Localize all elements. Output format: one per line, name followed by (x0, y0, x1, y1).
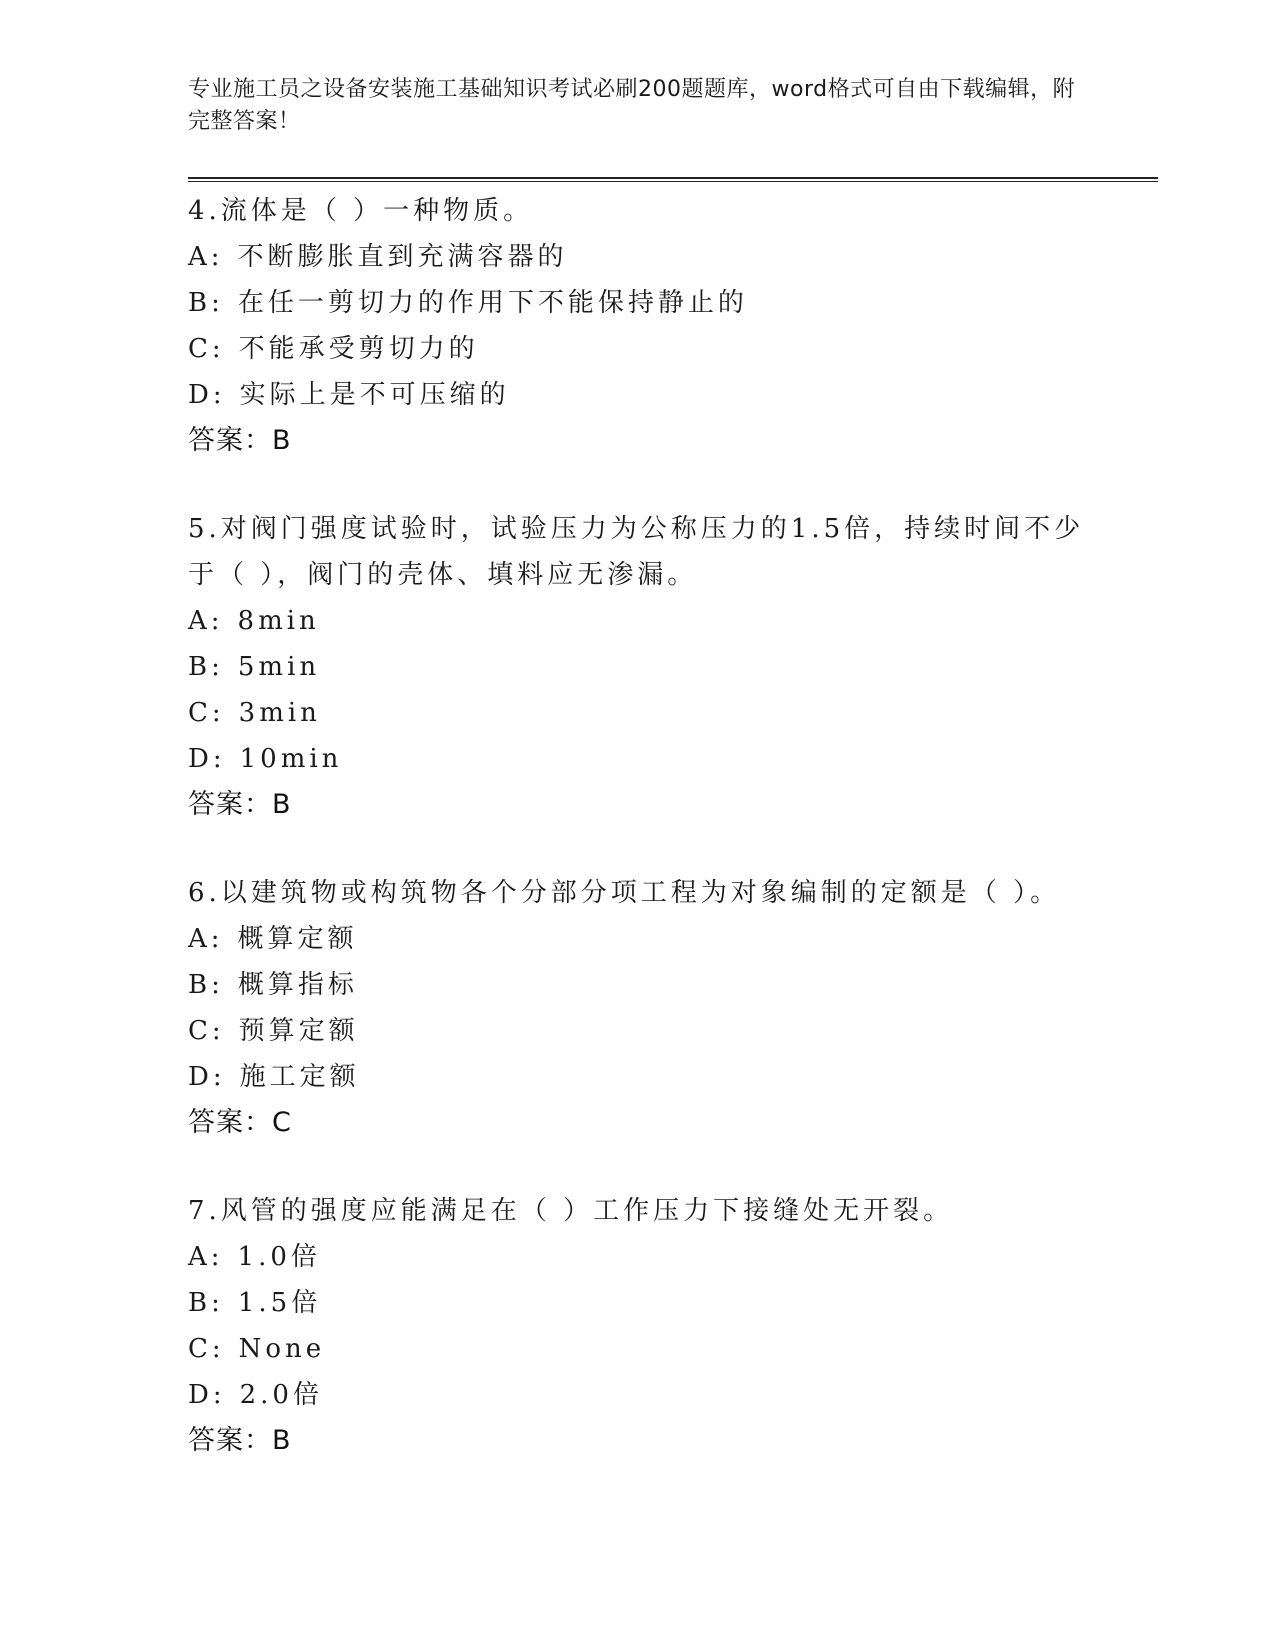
question-stem: 5.对阀门强度试验时，试验压力为公称压力的1.5倍，持续时间不少于（ ），阀门的壳体、填料应无渗漏。 (188, 514, 1085, 590)
question-6 (188, 870, 1088, 1146)
option-c (188, 1326, 1088, 1372)
answer-line: 答案：C (188, 1107, 292, 1138)
option-text: 5min (237, 652, 321, 682)
option-letter: C: (188, 1016, 225, 1046)
option-letter: C: (188, 1334, 225, 1364)
option-b (188, 962, 1088, 1008)
answer-line: 答案：B (188, 425, 292, 456)
option-a (188, 1234, 1088, 1280)
option-letter: B: (188, 288, 224, 318)
option-letter: D: (188, 1062, 226, 1092)
option-text: 3min (238, 698, 321, 728)
option-letter: B: (188, 970, 224, 1000)
question-5 (188, 506, 1088, 828)
option-d (188, 372, 1088, 418)
option-letter: D: (188, 1380, 226, 1410)
question-stem: 4.流体是（ ）一种物质。 (188, 196, 534, 226)
option-letter: D: (188, 744, 226, 774)
header-divider (188, 177, 1158, 182)
question-7 (188, 1188, 1088, 1464)
option-d (188, 736, 1088, 782)
option-letter: C: (188, 334, 225, 364)
option-letter: A: (188, 606, 224, 636)
question-stem: 7.风管的强度应能满足在（ ）工作压力下接缝处无开裂。 (188, 1196, 954, 1226)
option-letter: B: (188, 1288, 224, 1318)
option-a (188, 598, 1088, 644)
option-text: 不能承受剪切力的 (238, 334, 479, 364)
option-c (188, 326, 1088, 372)
option-a (188, 916, 1088, 962)
question-stem: 6.以建筑物或构筑物各个分部分项工程为对象编制的定额是（ ）。 (188, 878, 1061, 908)
option-a (188, 234, 1088, 280)
answer-line: 答案：B (188, 789, 292, 820)
option-text: 概算定额 (237, 924, 358, 954)
option-letter: A: (188, 924, 224, 954)
document-header: 专业施工员之设备安装施工基础知识考试必刷200题题库，word格式可自由下载编辑，附完整答案！ (188, 77, 1076, 134)
option-text: 不断膨胀直到充满容器的 (237, 242, 568, 272)
option-text: 施工定额 (239, 1062, 360, 1092)
option-text: 在任一剪切力的作用下不能保持静止的 (237, 288, 748, 318)
option-text: 2.0倍 (239, 1380, 323, 1410)
option-text: 预算定额 (238, 1016, 359, 1046)
option-text: None (238, 1334, 326, 1364)
option-letter: A: (188, 1242, 224, 1272)
option-text: 1.0倍 (237, 1242, 321, 1272)
option-c (188, 690, 1088, 736)
option-b (188, 644, 1088, 690)
option-letter: A: (188, 242, 224, 272)
option-text: 10min (239, 744, 343, 774)
option-text: 概算指标 (237, 970, 358, 1000)
option-letter: C: (188, 698, 225, 728)
option-letter: D: (188, 380, 226, 410)
option-text: 实际上是不可压缩的 (239, 380, 510, 410)
question-4 (188, 188, 1088, 464)
answer-line: 答案：B (188, 1425, 292, 1456)
option-c (188, 1008, 1088, 1054)
option-letter: B: (188, 652, 224, 682)
option-b (188, 280, 1088, 326)
option-text: 8min (237, 606, 320, 636)
option-d (188, 1372, 1088, 1418)
option-b (188, 1280, 1088, 1326)
option-text: 1.5倍 (237, 1288, 322, 1318)
question-list (188, 188, 1088, 1506)
option-d (188, 1054, 1088, 1100)
